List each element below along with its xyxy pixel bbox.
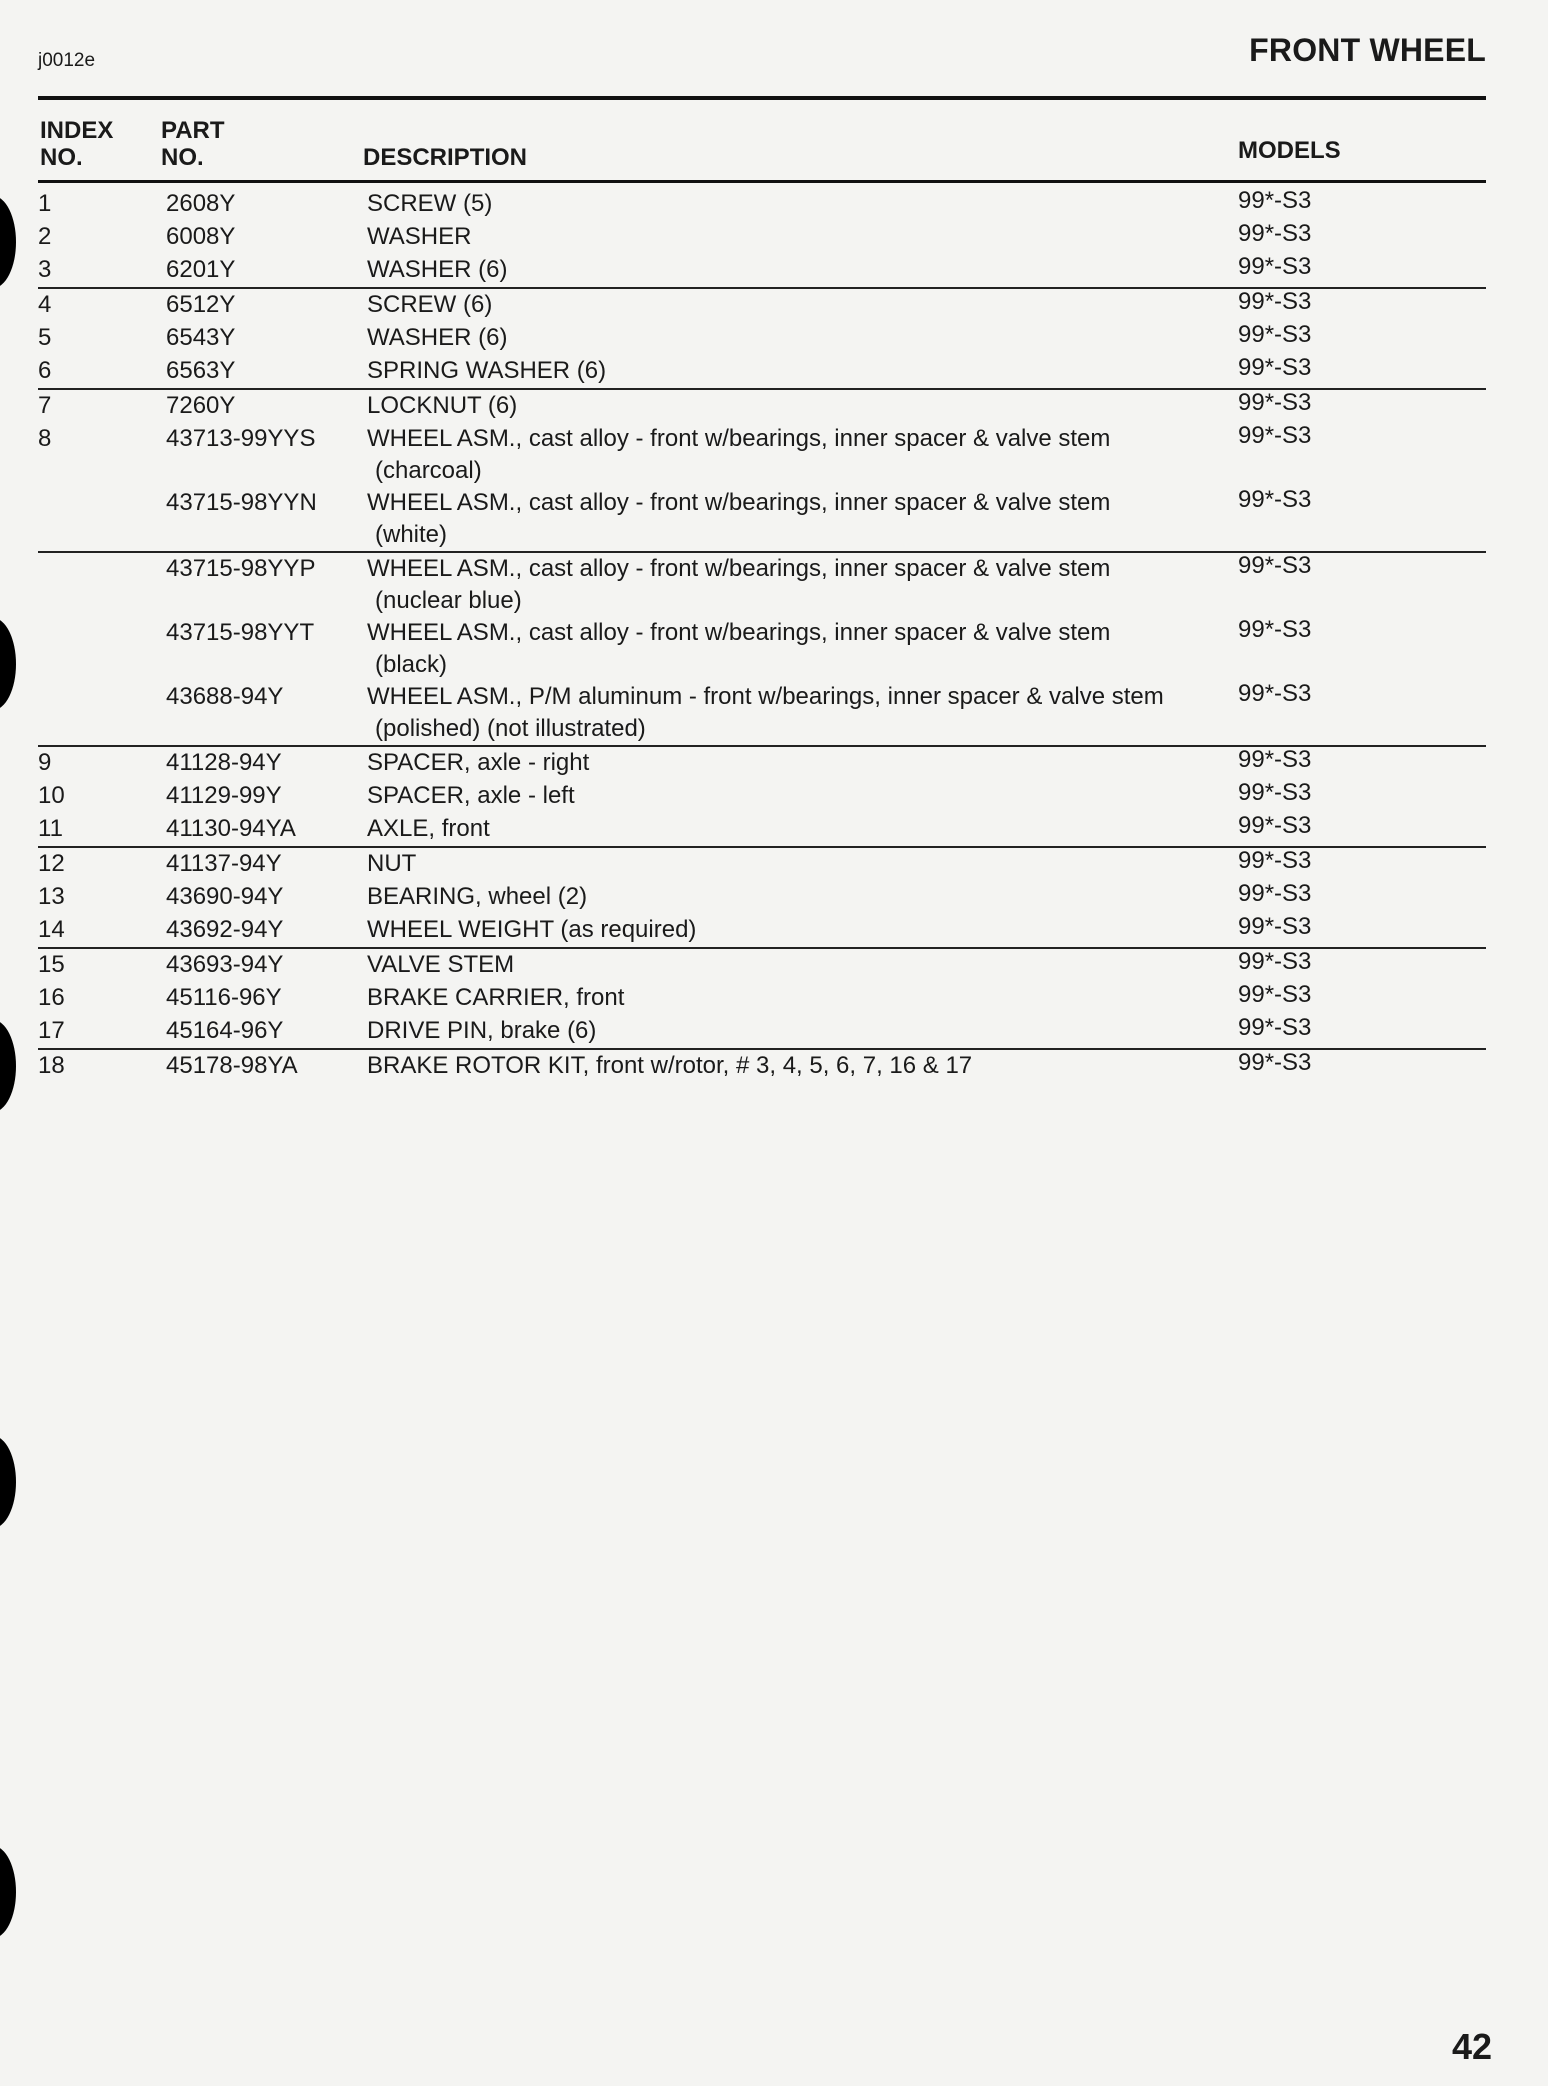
table-row: [38, 487, 1486, 551]
table-row: [38, 388, 1486, 423]
description-cell: BEARING, wheel (2): [367, 883, 588, 910]
description-cell: DRIVE PIN, brake (6): [367, 1017, 597, 1044]
models-cell: 99*-S3: [1238, 288, 1312, 315]
table-row: [38, 551, 1486, 617]
index-cell: 12: [38, 850, 65, 877]
description-detail-cell: (black): [375, 651, 448, 678]
part-number-cell: 43715-98YYP: [166, 555, 316, 582]
models-cell: 99*-S3: [1238, 422, 1312, 449]
part-number-cell: 6543Y: [166, 324, 236, 351]
table-row: [38, 881, 1486, 914]
index-cell: 18: [38, 1052, 65, 1079]
page-title: FRONT WHEEL: [1249, 32, 1486, 68]
description-detail-cell: (polished) (not illustrated): [375, 715, 646, 742]
table-row: [38, 423, 1486, 487]
models-cell: 99*-S3: [1238, 321, 1312, 348]
description-cell: WHEEL ASM., cast alloy - front w/bearings, inner spacer & valve stem: [367, 425, 1111, 452]
models-cell: 99*-S3: [1238, 746, 1312, 773]
index-cell: 7: [38, 392, 52, 419]
table-row: [38, 322, 1486, 355]
models-cell: 99*-S3: [1238, 779, 1312, 806]
description-cell: WASHER: [367, 223, 472, 250]
part-number-cell: 6008Y: [166, 223, 236, 250]
description-cell: WHEEL ASM., cast alloy - front w/bearings, inner spacer & valve stem: [367, 489, 1111, 516]
description-cell: SPACER, axle - left: [367, 782, 575, 809]
part-number-cell: 43715-98YYT: [166, 619, 315, 646]
description-detail-cell: (nuclear blue): [375, 587, 522, 614]
index-cell: 6: [38, 357, 52, 384]
description-cell: WHEEL ASM., cast alloy - front w/bearings, inner spacer & valve stem: [367, 555, 1111, 582]
part-number-cell: 43713-99YYS: [166, 425, 316, 452]
column-header-rule: [38, 180, 1486, 183]
part-number-cell: 43692-94Y: [166, 916, 284, 943]
models-cell: 99*-S3: [1238, 552, 1312, 579]
part-number-cell: 6512Y: [166, 291, 236, 318]
column-header-part: PART NO.: [161, 117, 225, 171]
index-cell: 9: [38, 749, 52, 776]
index-cell: 13: [38, 883, 65, 910]
index-cell: 2: [38, 223, 52, 250]
part-number-cell: 43693-94Y: [166, 951, 284, 978]
column-header-index: INDEX NO.: [40, 117, 114, 171]
part-number-cell: 45178-98YA: [166, 1052, 298, 1079]
description-cell: WASHER (6): [367, 324, 508, 351]
description-cell: SPRING WASHER (6): [367, 357, 607, 384]
models-cell: 99*-S3: [1238, 1014, 1312, 1041]
table-row: [38, 254, 1486, 287]
part-number-cell: 2608Y: [166, 190, 236, 217]
models-cell: 99*-S3: [1238, 616, 1312, 643]
index-cell: 5: [38, 324, 52, 351]
description-detail-cell: (white): [375, 521, 448, 548]
description-cell: WHEEL ASM., cast alloy - front w/bearings, inner spacer & valve stem: [367, 619, 1111, 646]
table-row: [38, 846, 1486, 881]
table-row: [38, 1015, 1486, 1048]
part-number-cell: 45164-96Y: [166, 1017, 284, 1044]
part-number-cell: 7260Y: [166, 392, 236, 419]
table-row: [38, 745, 1486, 780]
models-cell: 99*-S3: [1238, 880, 1312, 907]
models-cell: 99*-S3: [1238, 354, 1312, 381]
models-cell: 99*-S3: [1238, 913, 1312, 940]
binder-hole: [0, 1436, 16, 1528]
models-cell: 99*-S3: [1238, 948, 1312, 975]
part-number-cell: 43690-94Y: [166, 883, 284, 910]
index-cell: 17: [38, 1017, 65, 1044]
description-cell: WHEEL WEIGHT (as required): [367, 916, 697, 943]
table-row: [38, 681, 1486, 745]
document-code: j0012e: [38, 50, 96, 71]
index-cell: 14: [38, 916, 65, 943]
table-row: [38, 982, 1486, 1015]
column-header-models: MODELS: [1238, 137, 1341, 164]
table-row: [38, 914, 1486, 947]
part-number-cell: 6563Y: [166, 357, 236, 384]
table-row: [38, 1048, 1486, 1083]
index-cell: 4: [38, 291, 52, 318]
description-cell: AXLE, front: [367, 815, 490, 842]
models-cell: 99*-S3: [1238, 680, 1312, 707]
models-cell: 99*-S3: [1238, 981, 1312, 1008]
description-cell: SCREW (5): [367, 190, 493, 217]
description-cell: BRAKE CARRIER, front: [367, 984, 625, 1011]
index-cell: 10: [38, 782, 65, 809]
binder-hole: [0, 1846, 16, 1938]
description-detail-cell: (charcoal): [375, 457, 482, 484]
table-row: [38, 221, 1486, 254]
models-cell: 99*-S3: [1238, 847, 1312, 874]
index-cell: 15: [38, 951, 65, 978]
table-row: [38, 188, 1486, 221]
binder-hole: [0, 1020, 16, 1112]
column-header-description: DESCRIPTION: [363, 144, 528, 171]
part-number-cell: 41137-94Y: [166, 850, 282, 877]
models-cell: 99*-S3: [1238, 187, 1312, 214]
part-number-cell: 41128-94Y: [166, 749, 282, 776]
models-cell: 99*-S3: [1238, 1049, 1312, 1076]
models-cell: 99*-S3: [1238, 253, 1312, 280]
part-number-cell: 43715-98YYN: [166, 489, 317, 516]
parts-table: [38, 188, 1486, 1083]
binder-hole: [0, 196, 16, 288]
index-cell: 8: [38, 425, 52, 452]
description-cell: SPACER, axle - right: [367, 749, 590, 776]
description-cell: WASHER (6): [367, 256, 508, 283]
table-row: [38, 287, 1486, 322]
description-cell: VALVE STEM: [367, 951, 515, 978]
index-cell: 3: [38, 256, 52, 283]
table-row: [38, 780, 1486, 813]
index-cell: 11: [38, 815, 63, 842]
part-number-cell: 45116-96Y: [166, 984, 282, 1011]
description-cell: BRAKE ROTOR KIT, front w/rotor, # 3, 4, 5, 6, 7, 16 & 17: [367, 1052, 973, 1079]
part-number-cell: 6201Y: [166, 256, 236, 283]
table-row: [38, 947, 1486, 982]
table-row: [38, 813, 1486, 846]
index-cell: 1: [38, 190, 52, 217]
models-cell: 99*-S3: [1238, 220, 1312, 247]
header-rule: [38, 96, 1486, 100]
models-cell: 99*-S3: [1238, 812, 1312, 839]
part-number-cell: 41129-99Y: [166, 782, 282, 809]
models-cell: 99*-S3: [1238, 389, 1312, 416]
index-cell: 16: [38, 984, 65, 1011]
description-cell: LOCKNUT (6): [367, 392, 518, 419]
models-cell: 99*-S3: [1238, 486, 1312, 513]
table-row: [38, 617, 1486, 681]
part-number-cell: 41130-94YA: [166, 815, 296, 842]
description-cell: NUT: [367, 850, 417, 877]
description-cell: SCREW (6): [367, 291, 493, 318]
binder-hole: [0, 618, 16, 710]
page-number: 42: [1451, 2026, 1492, 2067]
table-row: [38, 355, 1486, 388]
part-number-cell: 43688-94Y: [166, 683, 284, 710]
description-cell: WHEEL ASM., P/M aluminum - front w/bearings, inner spacer & valve stem: [367, 683, 1164, 710]
